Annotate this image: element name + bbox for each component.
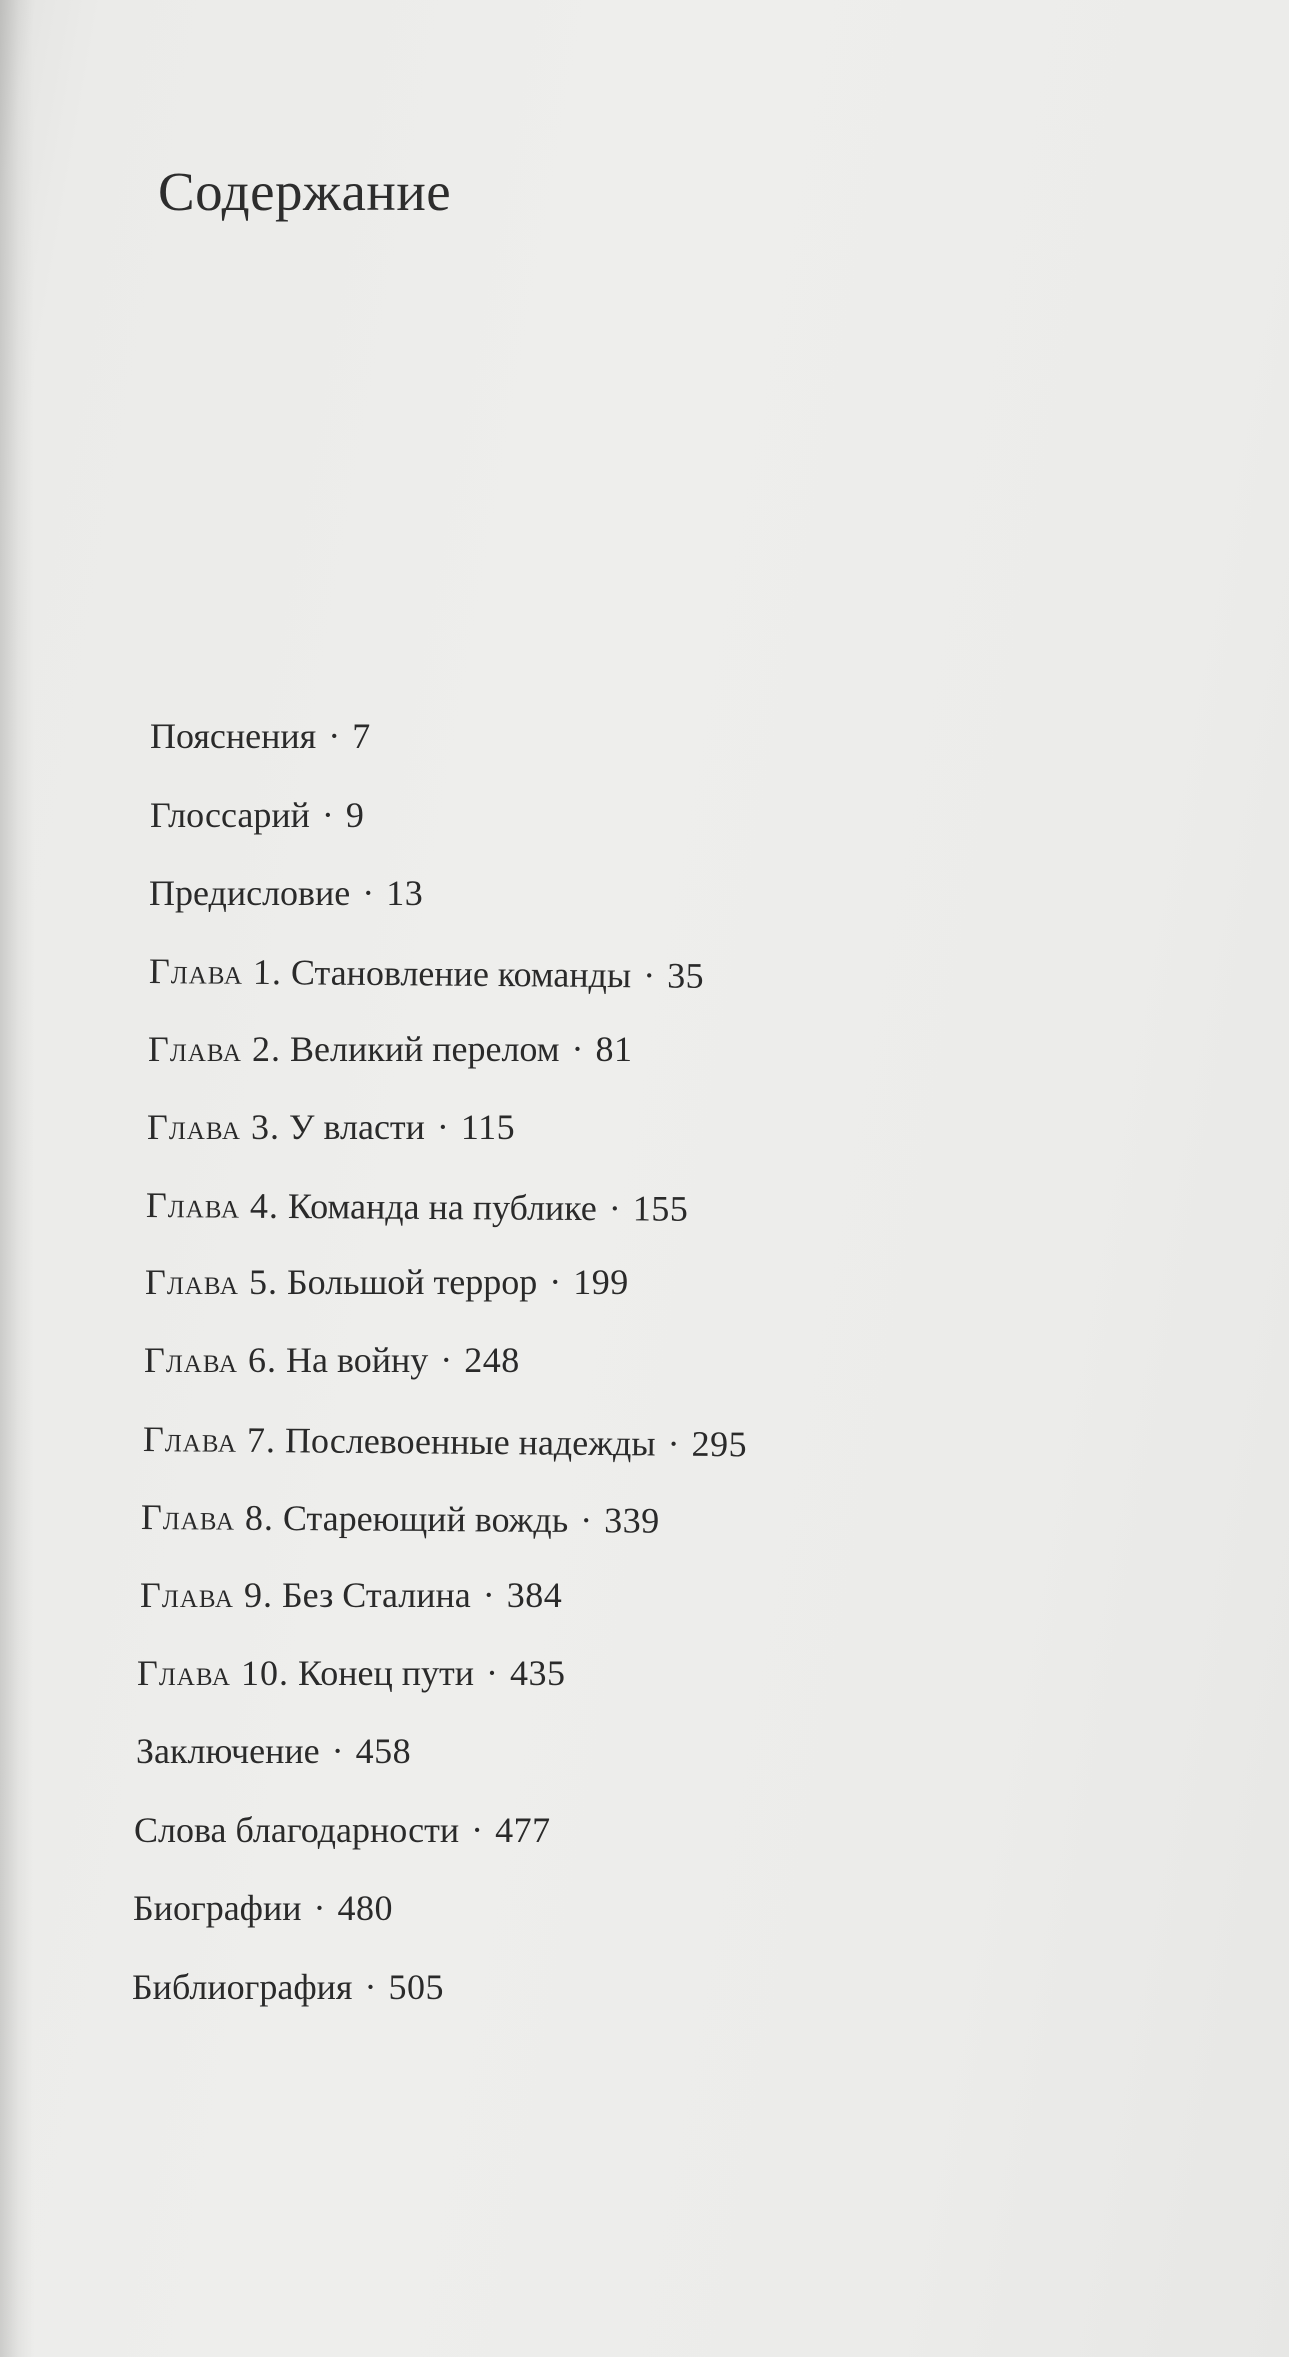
toc-entry-label: Послевоенные надежды (284, 1420, 656, 1464)
toc-entry (134, 1808, 551, 1852)
toc-separator: · (440, 1340, 453, 1380)
toc-separator: · (471, 1810, 484, 1850)
toc-entry-label: Предисловие (149, 873, 351, 913)
toc-entry (141, 1495, 660, 1543)
toc-entry-label: Слова благодарности (134, 1810, 460, 1850)
toc-separator: · (667, 1423, 680, 1464)
toc-page-number: 384 (506, 1575, 563, 1615)
toc-entry (140, 1573, 562, 1617)
toc-entry (150, 793, 364, 837)
chapter-prefix: Глава 3. (147, 1107, 280, 1147)
toc-entry-label: Без Сталина (281, 1575, 471, 1615)
toc-entry-label: Становление команды (290, 952, 632, 996)
chapter-prefix: Глава 6. (144, 1340, 277, 1380)
toc-entry-label: На войну (285, 1340, 429, 1380)
toc-entry-label: Большой террор (286, 1262, 538, 1302)
toc-separator: · (482, 1575, 495, 1615)
chapter-prefix: Глава 5. (145, 1262, 278, 1302)
toc-page-number: 7 (352, 716, 371, 756)
toc-entry-label: Команда на публике (287, 1185, 597, 1229)
chapter-prefix: Глава 1. (148, 951, 283, 993)
toc-entry (133, 1886, 393, 1930)
toc-entry (144, 1338, 520, 1382)
toc-entry (146, 1183, 689, 1231)
toc-entry-label: Великий перелом (289, 1029, 560, 1069)
chapter-prefix: Глава 8. (140, 1497, 275, 1538)
toc-entry-label: Заключение (136, 1731, 320, 1771)
toc-separator: · (362, 873, 375, 913)
toc-separator: · (571, 1029, 584, 1069)
toc-separator: · (485, 1653, 498, 1693)
toc-page-number: 35 (666, 955, 705, 996)
toc-page-number: 339 (604, 1500, 660, 1541)
toc-separator: · (642, 955, 656, 996)
toc-entry (147, 1105, 515, 1149)
toc-entry-label: Глоссарий (150, 795, 310, 835)
toc-entry (136, 1729, 411, 1773)
toc-separator: · (313, 1888, 326, 1928)
toc-entry (132, 1965, 444, 2009)
toc-entry-label: Пояснения (150, 716, 317, 756)
chapter-prefix: Глава 9. (140, 1575, 273, 1615)
toc-entry (149, 871, 423, 915)
toc-page-number: 295 (691, 1423, 748, 1465)
toc-separator: · (364, 1967, 377, 2007)
toc-separator: · (580, 1500, 593, 1541)
toc-entry-label: Конец пути (297, 1653, 474, 1693)
toc-page-number: 458 (355, 1731, 412, 1771)
toc-separator: · (328, 716, 341, 756)
toc-entry (149, 949, 705, 998)
toc-page-number: 199 (573, 1262, 629, 1302)
toc-separator: · (436, 1107, 449, 1147)
toc-entry (143, 1417, 747, 1466)
toc-entry (150, 714, 371, 758)
toc-entry-label: Стареющий вождь (282, 1497, 569, 1540)
toc-separator: · (608, 1188, 621, 1229)
toc-page-number: 435 (509, 1653, 566, 1693)
toc-page-number: 248 (464, 1340, 520, 1380)
toc-separator: · (331, 1731, 344, 1771)
toc-entry (145, 1260, 629, 1304)
toc-page-number: 155 (632, 1188, 689, 1229)
toc-page-number: 13 (386, 873, 424, 913)
chapter-prefix: Глава 10. (137, 1653, 289, 1693)
toc-entry-label: Биографии (133, 1888, 302, 1928)
toc-page-number: 480 (337, 1888, 394, 1928)
toc-separator: · (549, 1262, 562, 1302)
toc-page-number: 477 (495, 1810, 551, 1850)
toc-entry-label: Библиография (132, 1967, 353, 2007)
chapter-prefix: Глава 7. (142, 1419, 277, 1461)
toc-page-number: 505 (388, 1967, 444, 2007)
toc-entry (148, 1027, 633, 1071)
chapter-prefix: Глава 4. (145, 1185, 280, 1226)
toc-separator: · (321, 795, 334, 835)
toc-entry-label: У власти (288, 1107, 425, 1147)
toc-page-number: 9 (345, 795, 365, 835)
chapter-prefix: Глава 2. (148, 1029, 281, 1069)
toc-entry (137, 1651, 565, 1695)
toc-page-number: 115 (460, 1107, 516, 1147)
page-title: Содержание (158, 161, 452, 222)
toc-page-number: 81 (595, 1029, 633, 1069)
